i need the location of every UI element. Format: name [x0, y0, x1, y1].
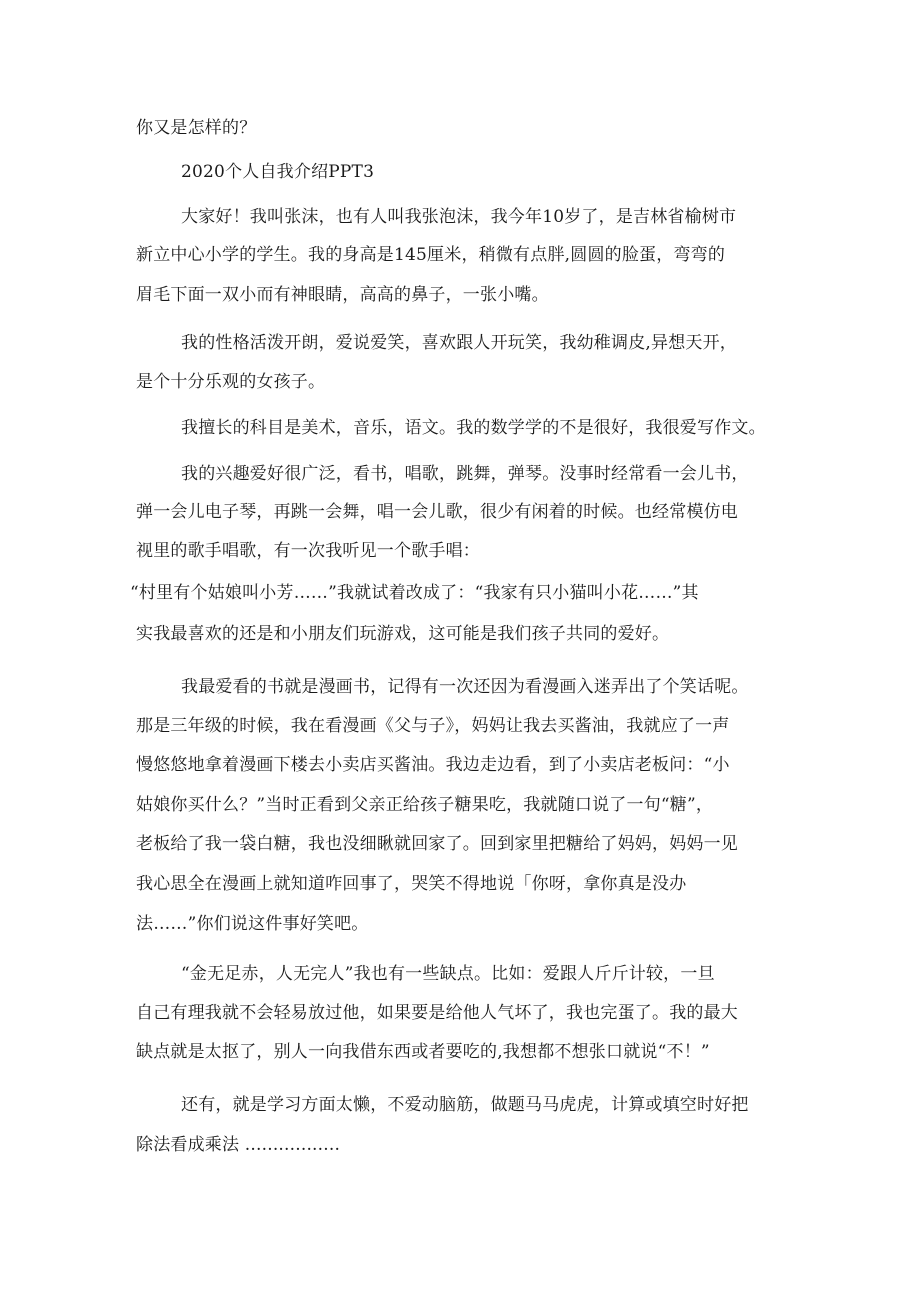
text-line: 除法看成乘法 .................: [136, 1135, 341, 1155]
text-line: 我的兴趣爱好很广泛，看书，唱歌，跳舞，弹琴。没事时经常看一会儿书，: [181, 464, 749, 484]
text-line: 我擅长的科目是美术，音乐，语文。我的数学学的不是很好，我很爱写作文。: [181, 418, 766, 438]
text-line: 姑娘你买什么？”当时正看到父亲正给孩子糖果吃，我就随口说了一句“糖”，: [136, 795, 714, 815]
text-line: 自己有理我就不会轻易放过他，如果要是给他人气坏了，我也完蛋了。我的最大: [136, 1003, 738, 1023]
text-line: 我心思全在漫画上就知道咋回事了，哭笑不得地说「你呀，拿你真是没办: [136, 874, 687, 894]
text-line: 慢悠悠地拿着漫画下楼去小卖店买酱油。我边走边看，到了小卖店老板问：“小: [136, 755, 730, 775]
text-line: “村里有个姑娘叫小芳……”我就试着改成了：“我家有只小猫叫小花……”其: [130, 583, 699, 603]
text-line: 我最爱看的书就是漫画书，记得有一次还因为看漫画入迷弄出了个笑话呢。: [181, 677, 749, 697]
text-line: 还有，就是学习方面太懒，不爱动脑筋，做题马马虎虎，计算或填空时好把: [181, 1095, 749, 1115]
text-line: 大家好！我叫张沫，也有人叫我张泡沫，我今年10岁了，是吉林省榆树市: [181, 207, 737, 227]
text-line: 老板给了我一袋白糖，我也没细瞅就回家了。回到家里把糖给了妈妈，妈妈一见: [136, 834, 738, 854]
text-line: 实我最喜欢的还是和小朋友们玩游戏，这可能是我们孩子共同的爱好。: [136, 624, 670, 644]
text-line: 新立中心小学的学生。我的身高是145厘米，稍微有点胖,圆圆的脸蛋，弯弯的: [136, 245, 726, 265]
text-line: 是个十分乐观的女孩子。: [136, 372, 326, 392]
text-line: 法……”你们说这件事好笑吧。: [136, 914, 369, 934]
text-line: 眉毛下面一双小而有神眼睛，高高的鼻子，一张小嘴。: [136, 285, 549, 305]
text-line: 那是三年级的时候，我在看漫画《父与子》，妈妈让我去买酱油，我就应了一声: [136, 716, 730, 736]
text-line: “金无足赤，人无完人”我也有一些缺点。比如：爱跟人斤斤计较，一旦: [181, 964, 715, 984]
text-line: 视里的歌手唱歌，有一次我听见一个歌手唱：: [136, 541, 480, 561]
text-line: 我的性格活泼开朗，爱说爱笑，喜欢跟人开玩笑，我幼稚调皮,异想天开，: [181, 333, 738, 353]
text-line: 弹一会儿电子琴，再跳一会舞，唱一会儿歌，很少有闲着的时候。也经常模仿电: [136, 502, 738, 522]
heading-line: 2020个人自我介绍PPT3: [181, 162, 375, 182]
text-line: 缺点就是太抠了，别人一向我借东西或者要吃的,我想都不想张口就说“不！”: [136, 1042, 710, 1062]
text-line: 你又是怎样的？: [136, 118, 257, 138]
